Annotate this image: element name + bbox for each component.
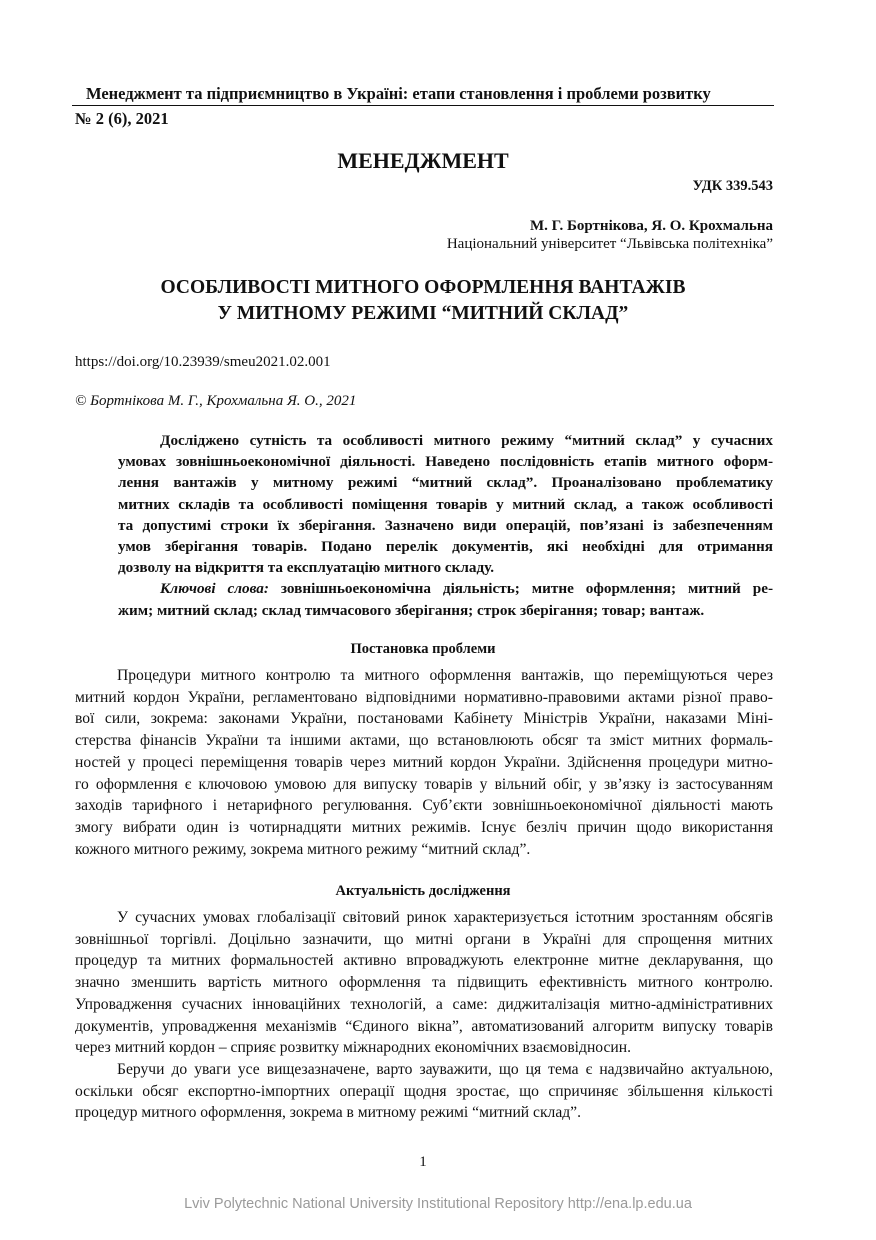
text-line: Упровадження сучасних інноваційних технологій, а саме: диджиталізація митно-адміністративних <box>75 995 773 1013</box>
page-number: 1 <box>419 1154 427 1170</box>
text-line: ностей у процесі переміщення товарів через митний кордон України. Здійснення процедури митно- <box>75 753 773 771</box>
keywords-text: зовнішньоекономічна діяльність; митне оформлення; митний ре- <box>280 580 774 598</box>
text-line: процедур та митних формальностей активно впроваджують електронне митне декларування, що <box>75 952 773 970</box>
keywords-line: жим; митний склад; склад тимчасового зберігання; строк зберігання; товар; вантаж. <box>118 601 705 619</box>
authors: М. Г. Бортнікова, Я. О. Крохмальна <box>529 218 773 234</box>
text-line: змогу вибрати один із чотирнадцяти митних режимів. Існує безліч причин щодо використання <box>75 818 773 836</box>
text-line: стерства фінансів України та іншими актами, що встановлюють обсяг та зміст митних формаль- <box>75 732 773 750</box>
text-line: лення вантажів у митному режимі “митний склад”. Проаналізовано проблематику <box>118 474 773 492</box>
copyright: © Бортнікова М. Г., Крохмальна Я. О., 2021 <box>75 393 357 409</box>
text-line: го оформлення є ключовою умовою для випуску товарів у вільний обіг, у зв’язку із застосуванням <box>75 775 773 793</box>
affiliation: Національний університет “Львівська політехніка” <box>446 236 773 252</box>
text-line: дозволу на відкриття та експлуатацію митного складу. <box>118 559 495 577</box>
abstract <box>118 430 773 621</box>
repository-footer: Lviv Polytechnic National University Institutional Repository http://ena.lp.edu.ua <box>184 1196 692 1212</box>
text-line: митний кордон України, регламентовано відповідними нормативно-правовими актами різної право- <box>75 688 773 706</box>
journal-running-header: Менеджмент та підприємництво в Україні: етапи становлення і проблеми розвитку <box>86 84 711 103</box>
heading-relevance: Актуальність дослідження <box>335 883 511 899</box>
text-line: умов зберігання товарів. Подано перелік документів, які необхідні для отримання <box>118 538 773 556</box>
text-line: заходів тарифного і нетарифного регулювання. Суб’єкти зовнішньоекономічної діяльності мають <box>75 797 773 815</box>
section-body-problem <box>75 665 773 860</box>
keywords-label: Ключові слова: <box>160 580 269 598</box>
issue-number: № 2 (6), 2021 <box>75 109 169 128</box>
udk-code: УДК 339.543 <box>692 178 773 194</box>
doi-link[interactable]: https://doi.org/10.23939/smeu2021.02.001 <box>75 354 331 370</box>
text-line: умовах зовнішньоекономічної діяльності. Наведено послідовність етапів митного оформ- <box>118 453 773 471</box>
title-line: У МИТНОМУ РЕЖИМІ “МИТНИЙ СКЛАД” <box>217 303 629 324</box>
text-line: вої сили, зокрема: законами України, постановами Кабінету Міністрів України, наказами Міні- <box>75 710 773 728</box>
text-line: Досліджено сутність та особливості митного режиму “митний склад” у сучасних <box>160 432 773 449</box>
section-body-relevance <box>75 907 773 1124</box>
text-line: та допустимі строки їх зберігання. Зазначено види операцій, пов’язані із забезпеченням <box>118 516 773 534</box>
article-title <box>0 275 846 327</box>
text-line: митних складів та особливості поміщення товарів у митний склад, а також особливості <box>118 495 773 513</box>
text-line: через митний кордон – сприяє розвитку міжнародних економічних взаємовідносин. <box>75 1039 631 1057</box>
header-rule <box>72 105 774 106</box>
text-line: документів, упровадження механізмів “Єдиного вікна”, автоматизований алгоритм випуску товарів <box>75 1017 773 1035</box>
text-line: кожного митного режиму, зокрема митного режиму “митний склад”. <box>75 840 531 858</box>
heading-problem: Постановка проблеми <box>350 641 496 657</box>
text-line: значно зменшить вартість митного оформлення та підвищить ефективність митного контролю. <box>75 974 773 992</box>
section-heading: МЕНЕДЖМЕНТ <box>337 148 509 173</box>
text-line: Беручи до уваги усе вищезазначене, варто зауважити, що ця тема є надзвичайно актуальною, <box>117 1060 773 1078</box>
keywords-line <box>118 578 773 599</box>
text-line: процедур митного оформлення, зокрема в митному режимі “митний склад”. <box>75 1104 581 1122</box>
text-line: зовнішньої торгівлі. Доцільно зазначити, що митні органи в Україні для спрощення митних <box>75 930 773 948</box>
title-line: ОСОБЛИВОСТІ МИТНОГО ОФОРМЛЕННЯ ВАНТАЖІВ <box>160 277 686 298</box>
text-line: У сучасних умовах глобалізації світовий ринок характеризується істотним зростанням обсягів <box>117 909 773 926</box>
text-line: Процедури митного контролю та митного оформлення вантажів, що переміщуються через <box>117 667 773 684</box>
text-line: оскільки обсяг експортно-імпортних операції щодня зростає, що спричиняє збільшення кількості <box>75 1082 773 1100</box>
